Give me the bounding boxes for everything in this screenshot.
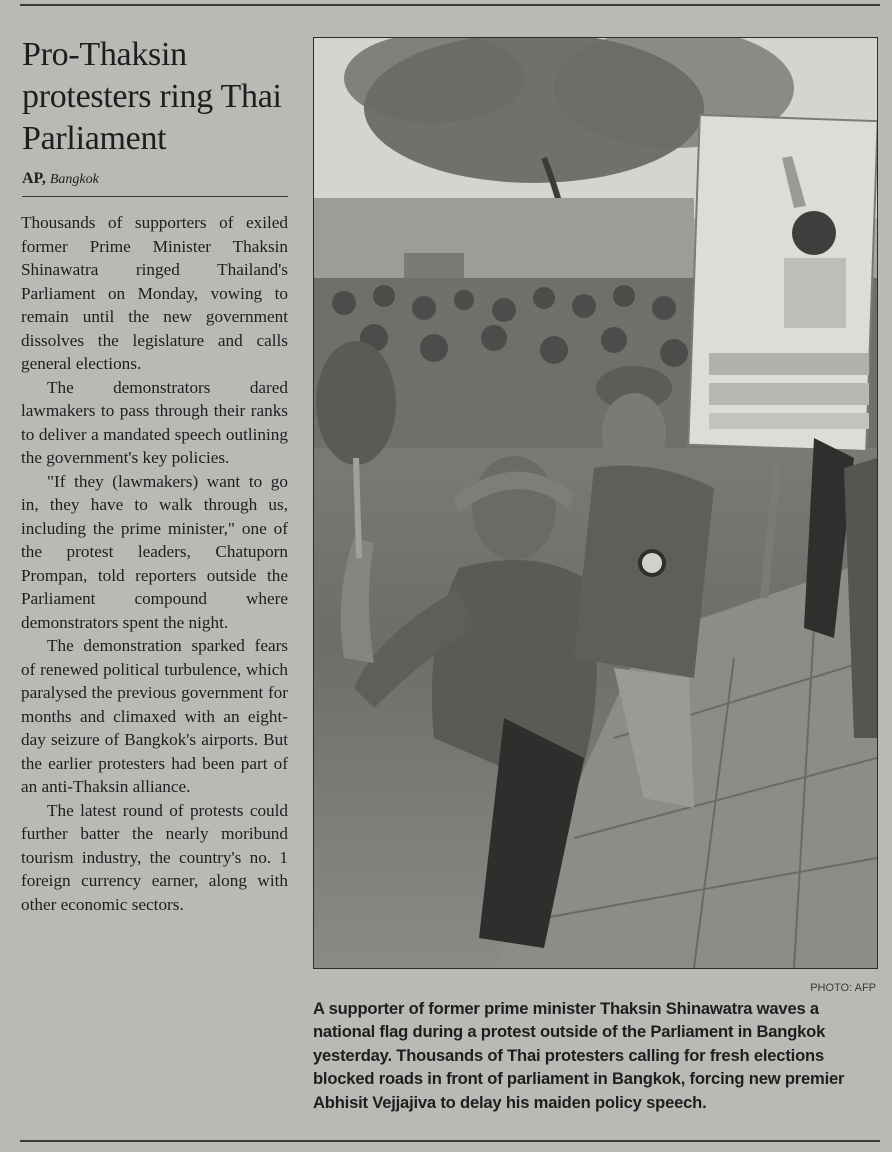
photo-caption: A supporter of former prime minister Thaksin Shinawatra waves a national flag during a protest outside of the Parliament in Bangkok yesterday. Thousands of Thai protesters calling for fresh elections blocked roads in front of parliament in Bangkok, forcing new premier Abhisit Vejjajiva to delay his maiden policy speech.: [313, 999, 845, 1112]
paragraph: The demonstration sparked fears of renewed political turbulence, which paralysed the previous government for months and climaxed with an eight-day seizure of Bangkok's airports. But the earlier protesters had been part of an anti-Thaksin alliance.: [21, 636, 288, 796]
photo-credit: PHOTO: AFP: [810, 982, 876, 994]
news-photo: [313, 37, 878, 969]
paragraph: "If they (lawmakers) want to go in, they have to walk through us, including the prime minister," one of the protest leaders, Chatuporn Prompan, told reporters outside the Parliament compound where demonstrators spent the night.: [21, 471, 288, 632]
paragraph: Thousands of supporters of exiled former Prime Minister Thaksin Shinawatra ringed Thailand's Parliament on Monday, vowing to remain until the new government dissolves the legislature and calls general elections.: [21, 213, 288, 373]
article-body: [21, 211, 288, 916]
bottom-rule: [20, 1140, 880, 1142]
top-rule: [20, 4, 880, 6]
paragraph: The latest round of protests could further batter the nearly moribund tourism industry, the country's no. 1 foreign currency earner, along with other economic sectors.: [21, 800, 288, 914]
headline: Pro-Thaksin protesters ring Thai Parliament: [22, 36, 282, 157]
byline: [22, 170, 288, 197]
paragraph: The demonstrators dared lawmakers to pass through their ranks to deliver a mandated speech outlining the government's key policies.: [21, 377, 288, 467]
byline-dateline: Bangkok: [49, 172, 99, 187]
photo-illustration: [314, 38, 877, 968]
byline-agency: AP,: [22, 170, 46, 187]
